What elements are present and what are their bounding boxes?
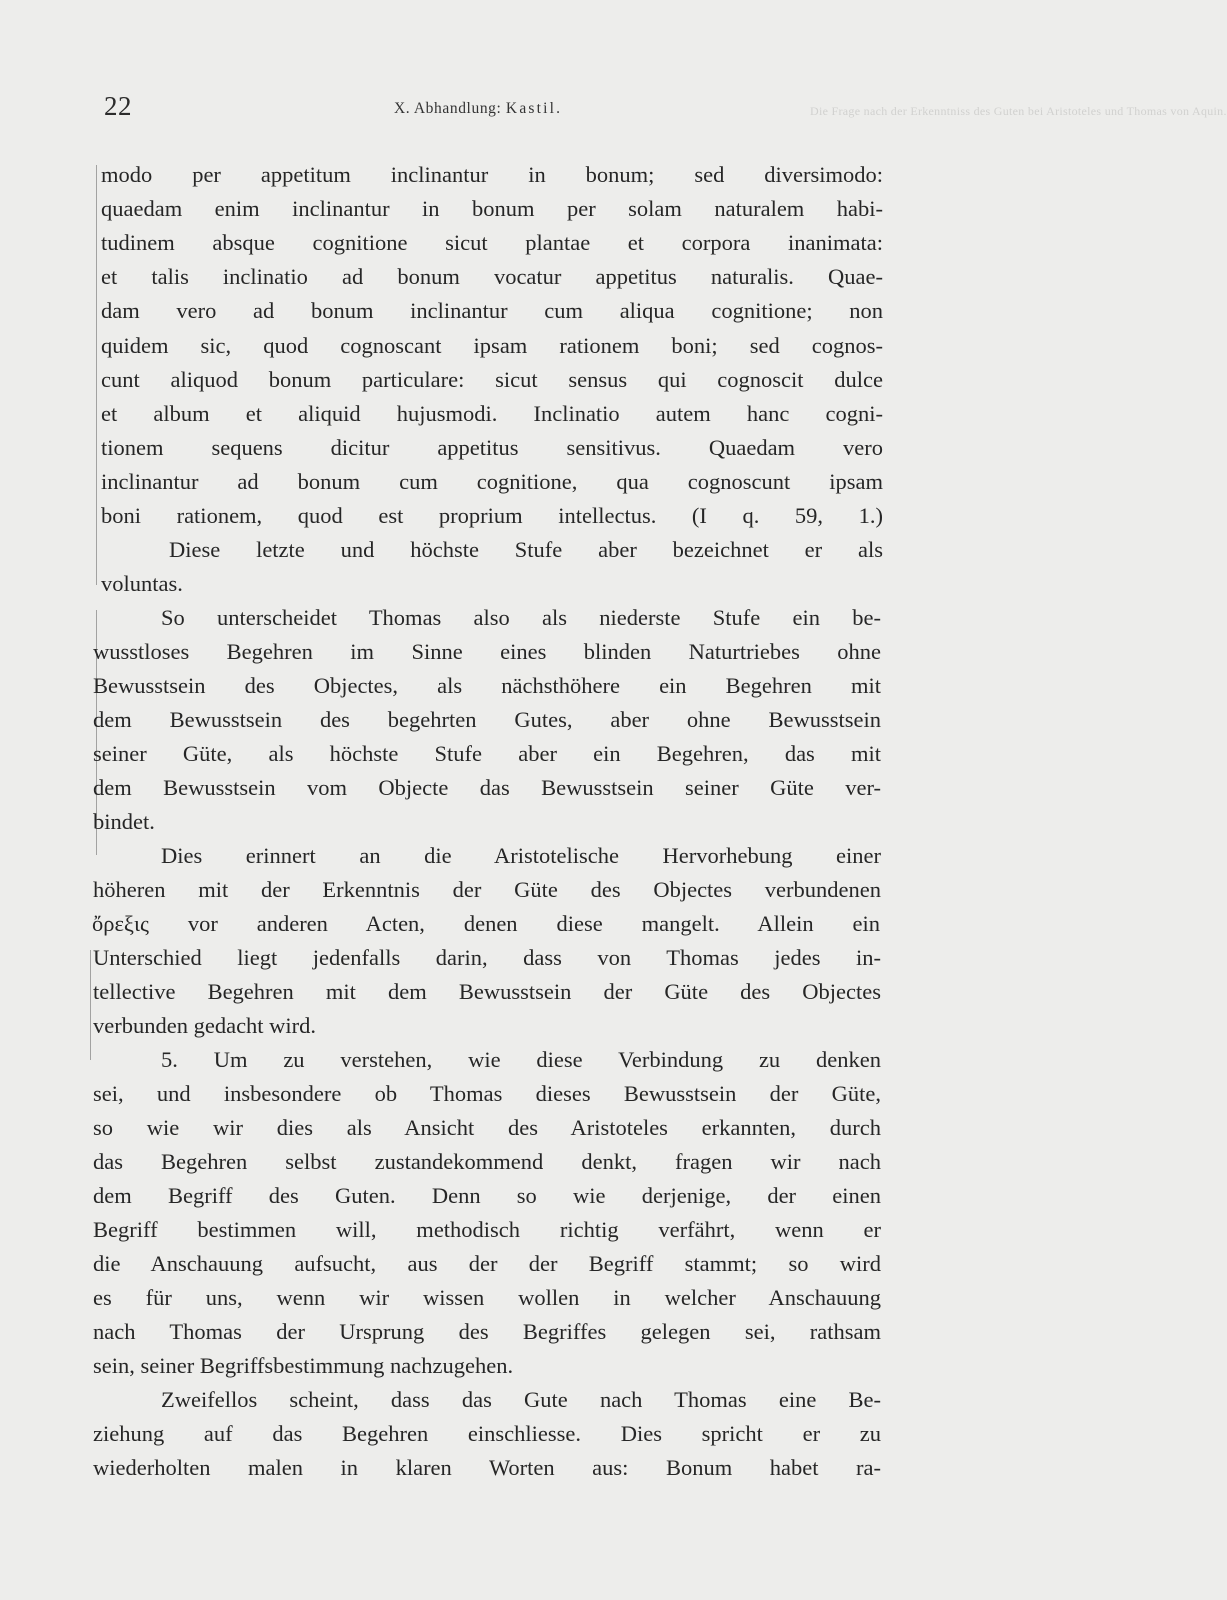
text-line: So unterscheidet Thomas also als niederste Stufe ein be-: [161, 605, 881, 630]
text-line: Unterschied liegt jedenfalls darin, dass von Thomas jedes in-: [93, 945, 881, 970]
text-line: seiner Güte, als höchste Stufe aber ein Begehren, das mit: [93, 741, 881, 766]
bleed-through-text: Die Frage nach der Erkenntniss des Guten bei Aristoteles und Thomas von Aquin.: [810, 104, 1227, 118]
text-line: et album et aliquid hujusmodi. Inclinatio autem hanc cogni-: [101, 401, 883, 426]
text-line: wusstloses Begehren im Sinne eines blinden Naturtriebes ohne: [93, 639, 881, 664]
page-header: [104, 88, 904, 128]
running-head-prefix: X. Abhandlung:: [394, 100, 502, 117]
text-line: Begriff bestimmen will, methodisch richtig verfährt, wenn er: [93, 1217, 881, 1242]
text-line: 5. Um zu verstehen, wie diese Verbindung zu denken: [161, 1047, 881, 1072]
text-line: dem Bewusstsein des begehrten Gutes, aber ohne Bewusstsein: [93, 707, 881, 732]
running-head-author: Kastil.: [505, 100, 563, 117]
text-line: Diese letzte und höchste Stufe aber bezeichnet er als: [169, 537, 883, 562]
running-head: [394, 100, 562, 118]
text-line: dem Begriff des Guten. Denn so wie derjenige, der einen: [93, 1183, 881, 1208]
text-line: voluntas.: [101, 571, 183, 596]
text-line: es für uns, wenn wir wissen wollen in welcher Anschauung: [93, 1285, 881, 1310]
page-number: 22: [104, 91, 132, 121]
text-line: Zweifellos scheint, dass das Gute nach Thomas eine Be-: [161, 1387, 881, 1412]
text-line: dem Bewusstsein vom Objecte das Bewusstsein seiner Güte ver-: [93, 775, 881, 800]
margin-mark: [90, 950, 91, 1060]
text-line: cunt aliquod bonum particulare: sicut sensus qui cognoscit dulce: [101, 367, 883, 392]
text-line: tudinem absque cognitione sicut plantae et corpora inanimata:: [101, 230, 883, 255]
text-line: die Anschauung aufsucht, aus der der Begriff stammt; so wird: [93, 1251, 881, 1276]
text-line: tellective Begehren mit dem Bewusstsein der Güte des Objectes: [93, 979, 881, 1004]
text-line: nach Thomas der Ursprung des Begriffes gelegen sei, rathsam: [93, 1319, 881, 1344]
margin-mark: [96, 165, 97, 585]
text-line: verbunden gedacht wird.: [93, 1013, 317, 1038]
text-line: wiederholten malen in klaren Worten aus: Bonum habet ra-: [93, 1455, 881, 1480]
text-line: et talis inclinatio ad bonum vocatur appetitus naturalis. Quae-: [101, 264, 883, 289]
text-line: das Begehren selbst zustandekommend denkt, fragen wir nach: [93, 1149, 881, 1174]
text-line: boni rationem, quod est proprium intellectus. (I q. 59, 1.): [101, 503, 883, 528]
text-line: ὄρεξις vor anderen Acten, denen diese mangelt. Allein ein: [92, 911, 880, 936]
text-line: dam vero ad bonum inclinantur cum aliqua cognitione; non: [101, 298, 883, 323]
text-line: Dies erinnert an die Aristotelische Hervorhebung einer: [161, 843, 881, 868]
text-line: sein, seiner Begriffsbestimmung nachzugehen.: [93, 1353, 514, 1378]
text-line: höheren mit der Erkenntnis der Güte des Objectes verbundenen: [93, 877, 881, 902]
text-line: so wie wir dies als Ansicht des Aristoteles erkannten, durch: [93, 1115, 881, 1140]
text-line: tionem sequens dicitur appetitus sensitivus. Quaedam vero: [101, 435, 883, 460]
text-line: ziehung auf das Begehren einschliesse. Dies spricht er zu: [93, 1421, 881, 1446]
text-line: sei, und insbesondere ob Thomas dieses Bewusstsein der Güte,: [93, 1081, 881, 1106]
text-line: Bewusstsein des Objectes, als nächsthöhere ein Begehren mit: [93, 673, 881, 698]
text-line: bindet.: [93, 809, 155, 834]
text-line: quaedam enim inclinantur in bonum per solam naturalem habi-: [101, 196, 883, 221]
text-line: modo per appetitum inclinantur in bonum; sed diversimodo:: [101, 162, 883, 187]
text-line: quidem sic, quod cognoscant ipsam rationem boni; sed cognos-: [101, 333, 883, 358]
text-line: inclinantur ad bonum cum cognitione, qua cognoscunt ipsam: [101, 469, 883, 494]
